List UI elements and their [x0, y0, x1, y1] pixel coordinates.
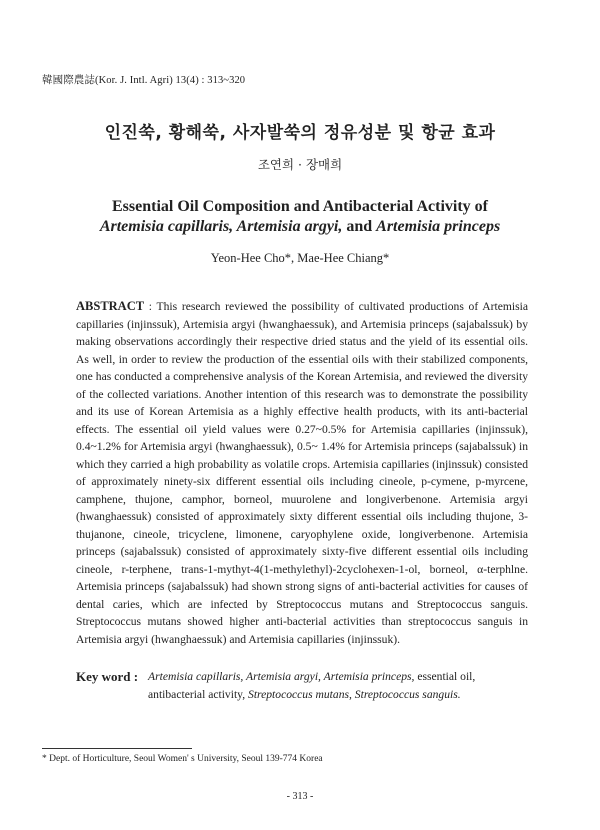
footnote-divider [42, 748, 192, 749]
title-conjunction: and [342, 218, 377, 235]
keywords-line2: antibacterial activity, Streptococcus mutans, Streptococcus sanguis. [148, 688, 461, 701]
korean-authors: 조연희 · 장매희 [257, 157, 343, 172]
english-title-line2 [0, 217, 600, 237]
english-title [0, 197, 600, 237]
journal-header: 韓國際農誌(Kor. J. Intl. Agri) 13(4) : 313~320 [42, 75, 246, 86]
keywords-body [148, 668, 538, 704]
english-authors: Yeon-Hee Cho*, Mae-Hee Chiang* [210, 251, 390, 265]
english-title-line1: Essential Oil Composition and Antibacterial Activity of [111, 198, 488, 215]
korean-title: 인진쑥, 황해쑥, 사자발쑥의 정유성분 및 항균 효과 [104, 123, 496, 143]
keywords-label: Key word : [76, 669, 139, 684]
page-number: - 313 - [286, 791, 314, 802]
abstract [76, 298, 528, 648]
abstract-text: This research reviewed the possibility of cultivated productions of Artemisia capillaries (injinssuk), Artemisia argyi (hwanghaessuk), and Artemisia princeps (sajabalssuk) by making observations accordingly their respective dried status and the yield of its essential oils. As well, in order to review the production of the essential oils with their stabilized components, one has conducted a comprehensive analysis of the Korean Artemisia, and reviewed the diversity of the collected variations. Another intention of this research was to demonstrate the possibility and its use of Korean Artemisia as a highly effective health products, with its anti-bacterial effects. The essential oil yield values were 0.27~0.5% for Artemisia capillaries (injinssuk), 0.4~1.2% for Artemisia argyi (hwanghaessuk), 0.5~ 1.4% for Artemisia princeps (sajabalssuk) in which they carried a high probability as volatile crops. Artemisia capillaries (injinssuk) consisted of approximately ninety-six different essential oils including cineole, p-cymene, p-myrcene, camphene, thujone, camphor, borneol, muurolene and longiverbenone. Artemisia argyi (hwanghaessuk) consisted of approximately sixty different essential oils including thujone, 3-thujanone, cineole, tricyclene, limonene, caryophylene oxide, longiverbenone. Artemisia princeps (sajabalssuk) consisted of approximately sixty-five different essential oils including cineole, r-terphene, trans-1-mythyt-4(1-methylethyl)-2cyclohexen-1-ol, borneol, α-terphlne. Artemisia princeps (sajabalssuk) had shown strong signs of anti-bacterial activities for causes of dental caries, which are infected by Streptococcus mutans and Streptococcus sanguis. Streptococcus mutans showed higher anti-bacterial activities than streptococcus sanguis in Artemisia argyi (hwanghaessuk) and Artemisia capillaries (injinssuk). [76, 300, 528, 646]
footnote: * Dept. of Horticulture, Seoul Women' s University, Seoul 139-774 Korea [42, 754, 323, 764]
abstract-label: ABSTRACT [76, 299, 145, 313]
title-species-b: Artemisia princeps [376, 218, 501, 235]
title-species-a: Artemisia capillaris, Artemisia argyi, [99, 218, 343, 235]
abstract-separator: : [144, 300, 157, 313]
keywords-line1: Artemisia capillaris, Artemisia argyi, Artemisia princeps, essential oil, [148, 670, 476, 683]
